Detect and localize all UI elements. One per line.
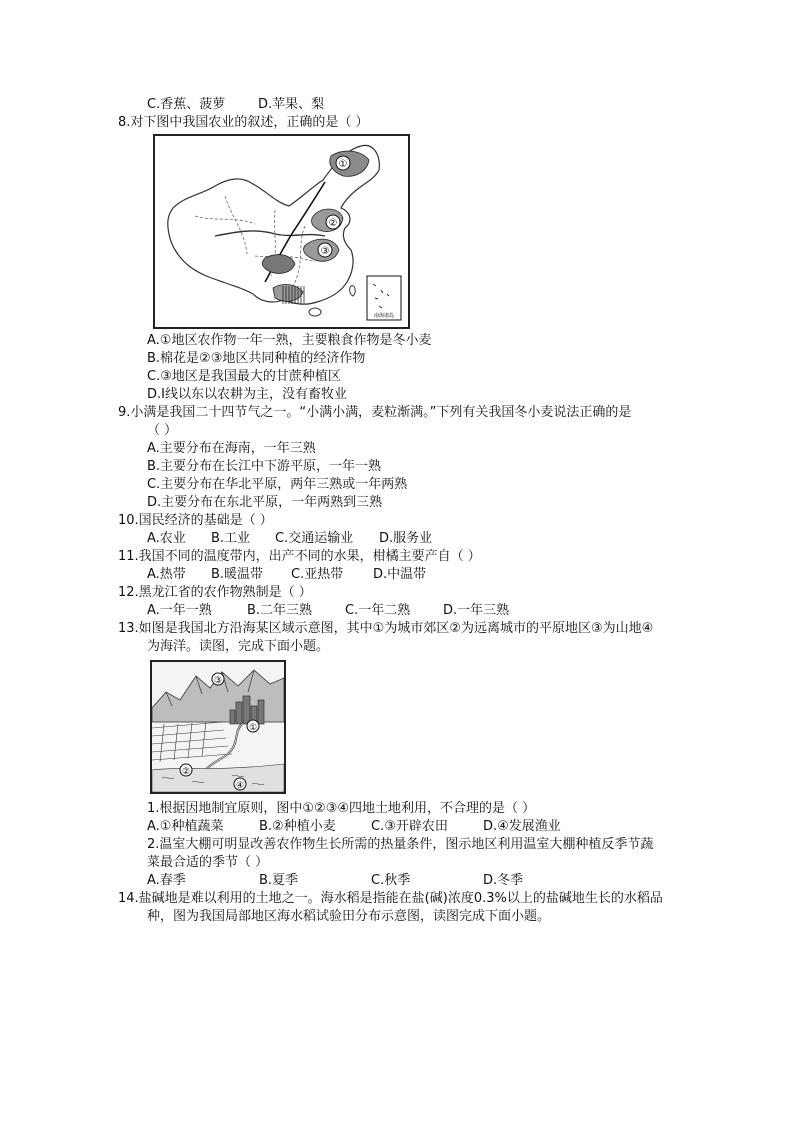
q9-option-d: D.主要分布在东北平原，一年两熟到三熟 (147, 495, 383, 510)
q11-option-d: D.中温带 (373, 567, 427, 582)
figure-marker-3: ③ (213, 676, 223, 686)
q13-sub2-options (147, 872, 523, 890)
q13-sub2-option-b: B.夏季 (259, 873, 299, 888)
figure-marker-1: ① (248, 723, 258, 733)
q13-sub1-option-c: C.③开辟农田 (371, 819, 448, 834)
q12-option-b: B.二年三熟 (247, 603, 313, 618)
q8-stem: 8.对下图中我国农业的叙述，正确的是（ ） (118, 115, 369, 130)
q14-line1: 14.盐碱地是难以利用的土地之一。海水稻是指能在盐(碱)浓度0.3%以上的盐碱地生长的水稻品 (118, 891, 663, 906)
q12-option-a: A.一年一熟 (147, 603, 212, 618)
q9-option-c: C.主要分布在华北平原，两年三熟或一年两熟 (147, 477, 408, 492)
map-marker-1: ① (338, 159, 348, 170)
q9-paren: （ ） (147, 423, 178, 438)
q13-sub2-stem-line1: 2.温室大棚可明显改善农作物生长所需的热量条件，图示地区利用温室大棚种植反季节蔬 (147, 837, 654, 852)
q7-option-c: C.香蕉、菠萝 (147, 97, 226, 112)
q10-option-d: D.服务业 (379, 531, 433, 546)
q7-options (147, 96, 324, 114)
q8-option-b: B.棉花是②③地区共同种植的经济作物 (147, 351, 366, 366)
q13-sub2-option-c: C.秋季 (371, 873, 411, 888)
q10-stem: 10.国民经济的基础是（ ） (118, 513, 273, 528)
q8-option-d: D.I线以东以农耕为主，没有畜牧业 (147, 387, 347, 402)
q12-stem: 12.黑龙江省的农作物熟制是（ ） (118, 585, 312, 600)
q8-option-c: C.③地区是我国最大的甘蔗种植区 (147, 369, 341, 384)
figure-marker-4: ④ (235, 781, 245, 791)
q12-option-c: C.一年二熟 (345, 603, 411, 618)
region-sw (262, 255, 295, 274)
q9-stem: 9.小满是我国二十四节气之一。“小满小满，麦粒渐满。”下列有关我国冬小麦说法正确的是 (118, 405, 632, 420)
q11-option-b: B.暖温带 (211, 567, 264, 582)
q13-stem-line2: 为海洋。读图，完成下面小题。 (147, 639, 330, 654)
q13-sub1-option-a: A.①种植蔬菜 (147, 819, 224, 834)
q11-option-c: C.亚热带 (291, 567, 344, 582)
q13-sub2-option-a: A.春季 (147, 873, 186, 888)
q7-option-d: D.苹果、梨 (258, 97, 325, 112)
inset-label: 南海诸岛 (373, 313, 395, 319)
q10-options (147, 530, 432, 548)
q10-option-a: A.农业 (147, 531, 186, 546)
map-marker-2: ② (328, 218, 338, 229)
q13-sub2-stem-line2: 菜最合适的季节（ ） (147, 855, 269, 870)
q11-options (147, 566, 426, 584)
map-marker-3: ③ (320, 246, 330, 257)
q9-option-a: A.主要分布在海南，一年三熟 (147, 441, 316, 456)
q11-stem: 11.我国不同的温度带内，出产不同的水果，柑橘主要产自（ ） (118, 549, 481, 564)
q13-sub1-option-d: D.④发展渔业 (483, 819, 561, 834)
q13-sub1-option-b: B.②种植小麦 (259, 819, 336, 834)
q13-sub1-options (147, 818, 561, 836)
q8-option-a: A.①地区农作物一年一熟，主要粮食作物是冬小麦 (147, 333, 432, 348)
q11-option-a: A.热带 (147, 567, 186, 582)
q14-line2: 种，图为我国局部地区海水稻试验田分布示意图，读图完成下面小题。 (147, 909, 551, 924)
q13-stem-line1: 13.如图是我国北方沿海某区域示意图，其中①为城市郊区②为远离城市的平原地区③为山地④ (118, 621, 654, 636)
china-agriculture-map (153, 134, 410, 329)
q13-sub2-option-d: D.冬季 (483, 873, 524, 888)
figure-marker-2: ② (181, 767, 191, 777)
q13-sub1-stem: 1.根据因地制宜原则，图中①②③④四地土地利用，不合理的是（ ） (147, 801, 536, 816)
q10-option-c: C.交通运输业 (275, 531, 354, 546)
q12-option-d: D.一年三熟 (443, 603, 510, 618)
q12-options (147, 602, 509, 620)
q10-option-b: B.工业 (211, 531, 251, 546)
region-south (273, 285, 303, 302)
q9-option-b: B.主要分布在长江中下游平原，一年一熟 (147, 459, 382, 474)
coastal-region-figure (150, 660, 286, 794)
